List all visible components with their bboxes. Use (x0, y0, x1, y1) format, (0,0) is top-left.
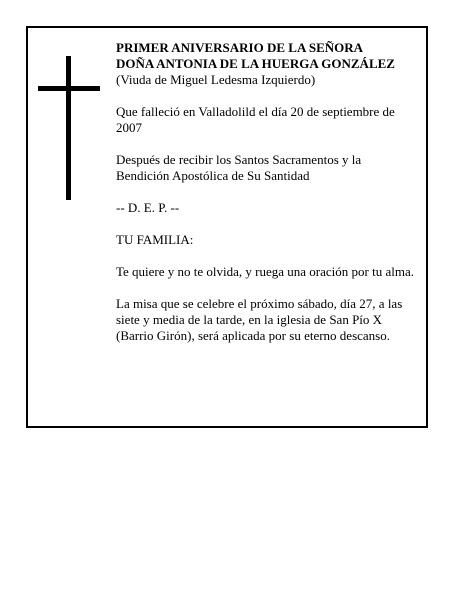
heading-line-2: DOÑA ANTONIA DE LA HUERGA GONZÁLEZ (116, 56, 395, 71)
family-label: TU FAMILIA: (116, 232, 194, 247)
mass-paragraph: La misa que se celebre el próximo sábado, día 27, a las siete y media de la tarde, en la iglesia de San Pío X (Barrio Girón), será aplicada por su eterno descanso. (116, 296, 403, 343)
heading-line-1: PRIMER ANIVERSARIO DE LA SEÑORA (116, 40, 364, 55)
notice-text (116, 40, 416, 360)
obituary-notice (26, 26, 428, 428)
rip-line: -- D. E. P. -- (116, 200, 180, 215)
cross-vertical-bar (66, 56, 71, 200)
death-date-paragraph: Que falleció en Valladolild el día 20 de septiembre de 2007 (116, 104, 395, 135)
sacraments-paragraph: Después de recibir los Santos Sacramentos y la Bendición Apostólica de Su Santidad (116, 152, 362, 183)
cross-icon (38, 56, 100, 200)
cross-horizontal-bar (38, 86, 100, 91)
widow-of-line: (Viuda de Miguel Ledesma Izquierdo) (116, 72, 316, 87)
family-message-paragraph: Te quiere y no te olvida, y ruega una oración por tu alma. (116, 264, 414, 279)
